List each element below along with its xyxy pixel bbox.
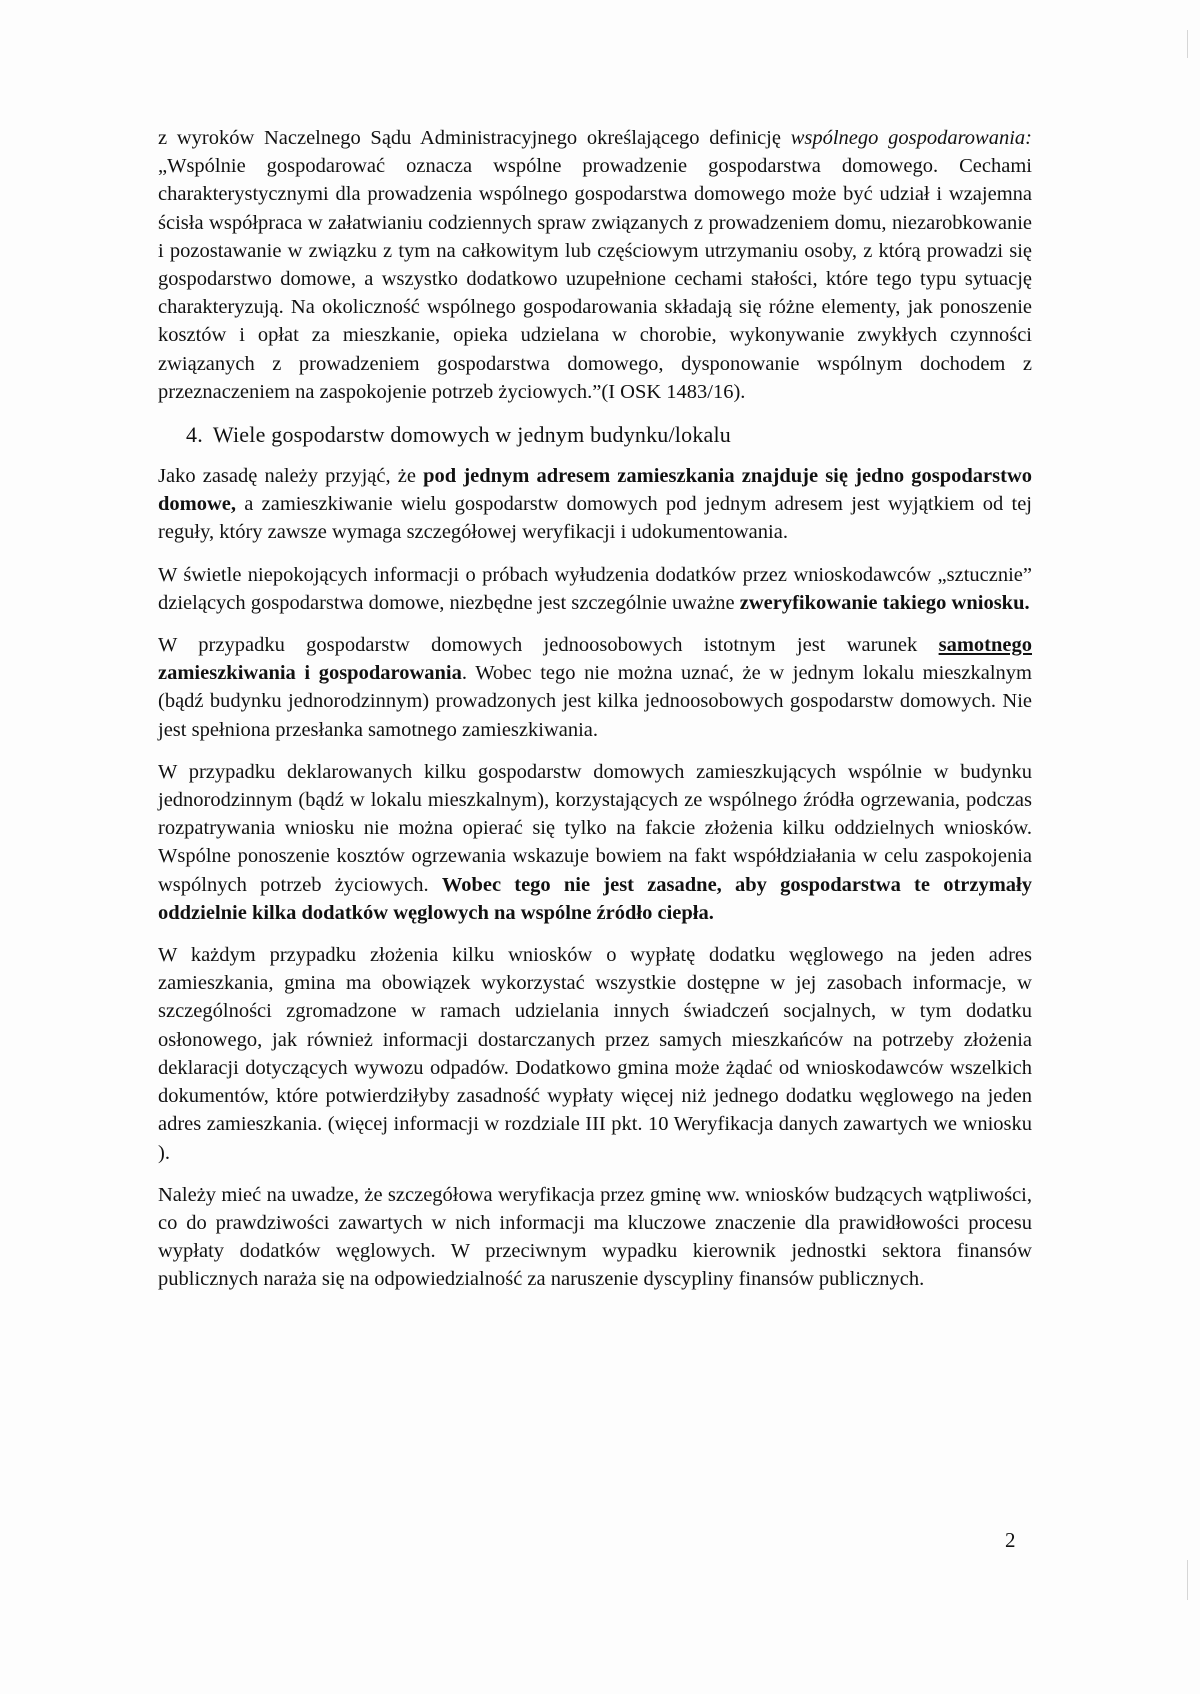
intro-paragraph (158, 124, 1032, 406)
bold-emphasis: Wobec tego nie jest zasadne, aby gospodarstwa te otrzymały oddzielnie kilka dodatków węglowych na wspólne źródło ciepła. (158, 873, 1032, 924)
scan-artifact-line (1187, 30, 1188, 58)
paragraph-6: Należy mieć na uwadze, że szczegółowa weryfikacja przez gminę ww. wniosków budzących wątpliwości, co do prawdziwości zawartych w nich informacji ma kluczowe znaczenie dla prawidłowości procesu wypłaty dodatków węglowych. W przeciwnym wypadku kierownik jednostki sektora finansów publicznych naraża się na odpowiedzialność za naruszenie dyscypliny finansów publicznych. (158, 1183, 1032, 1291)
paragraph-text: a zamieszkiwanie wielu gospodarstw domowych pod jednym adresem jest wyjątkiem od tej reguły, który zawsze wymaga szczegółowej weryfikacji i udokumentowania. (158, 493, 1032, 544)
bold-underlined-emphasis: samotnego (938, 634, 1032, 657)
paragraph-text: . Wobec tego nie można uznać, że w jednym lokalu mieszkalnym (bądź budynku jednorodzinnym) prowadzonych jest kilka jednoosobowych gospodarstw domowych. Nie jest spełniona przesłanka samotnego zamieszkiwania. (158, 662, 1032, 741)
bold-emphasis: zamieszkiwania i gospodarowania (158, 662, 462, 685)
paragraph-5: W każdym przypadku złożenia kilku wniosków o wypłatę dodatku węglowego na jeden adres zamieszkania, gmina ma obowiązek wykorzystać wszystkie dostępne w jej zasobach informacje, w szczególności zgromadzone w ramach udzielania innych świadczeń socjalnych, w tym dodatku osłonowego, jak również informacji dostarczanych przez samych mieszkańców na potrzeby złożenia deklaracji dotyczących wywozu odpadów. Dodatkowo gmina może żądać od wnioskodawców wszelkich dokumentów, które potwierdziłyby zasadność wypłaty więcej niż jednego dodatku węglowego na jeden adres zamieszkania. (więcej informacji w rozdziale III pkt. 10 Weryfikacja danych zawartych we wniosku ). (158, 944, 1032, 1164)
bold-emphasis: zweryfikowanie takiego wniosku. (739, 591, 1030, 614)
paragraph-2 (158, 561, 1032, 617)
scan-artifact-line (1187, 1560, 1188, 1600)
section-title: Wiele gospodarstw domowych w jednym budynku/lokalu (212, 422, 732, 448)
page-number: 2 (1005, 1528, 1016, 1552)
section-number: 4. (186, 422, 203, 448)
paragraph-text: W świetle niepokojących informacji o próbach wyłudzenia dodatków przez wnioskodawców „sztucznie” dzielących gospodarstwa domowe, niezbędne jest szczególnie uważne (158, 563, 1032, 614)
intro-quote: „Wspólnie gospodarować oznacza wspólne prowadzenie gospodarstwa domowego. Cechami charakterystycznymi dla prowadzenia wspólnego gospodarstwa domowego może być udział i wzajemna ścisła współpraca w załatwianiu codziennych spraw związanych z prowadzeniem domu, niezarobkowanie i pozostawanie w związku z tym na całkowitym lub częściowym utrzymaniu osoby, z którą prowadzi się gospodarstwo domowe, a wszystko dodatkowo uzupełnione cechami stałości, które tego typu sytuację charakteryzują. Na okoliczność wspólnego gospodarowania składają się różne elementy, jak ponoszenie kosztów i opłat za mieszkanie, opieka udzielana w chorobie, wykonywanie zwykłych czynności związanych z prowadzeniem gospodarstwa domowego, dysponowanie wspólnym dochodem z przeznaczeniem na zaspokojenie potrzeb życiowych.”(I OSK 1483/16). (158, 155, 1032, 403)
bold-emphasis: pod jednym adresem zamieszkania znajduje się jedno gospodarstwo domowe, (158, 465, 1033, 516)
document-body (158, 124, 1032, 1308)
intro-text: z wyroków Naczelnego Sądu Administracyjnego określającego definicję (158, 127, 791, 149)
intro-italic-term: wspólnego gospodarowania: (790, 127, 1032, 149)
paragraph-4 (158, 758, 1032, 927)
paragraph-text: W przypadku gospodarstw domowych jednoosobowych istotnym jest warunek (158, 634, 939, 657)
paragraph-text: W przypadku deklarowanych kilku gospodarstw domowych zamieszkujących wspólnie w budynku jednorodzinnym (bądź w lokalu mieszkalnym), korzystających ze wspólnego źródła ogrzewania, podczas rozpatrywania wniosku nie można opierać się tylko na fakcie złożenia kilku oddzielnych wniosków. Wspólne ponoszenie kosztów ogrzewania wskazuje bowiem na fakt współdziałania w celu zaspokojenia wspólnych potrzeb życiowych. (158, 760, 1032, 896)
paragraph-text: Jako zasadę należy przyjąć, że (158, 465, 424, 488)
section-heading (158, 420, 1032, 450)
paragraph-3 (158, 631, 1032, 744)
paragraph-1 (158, 462, 1032, 547)
